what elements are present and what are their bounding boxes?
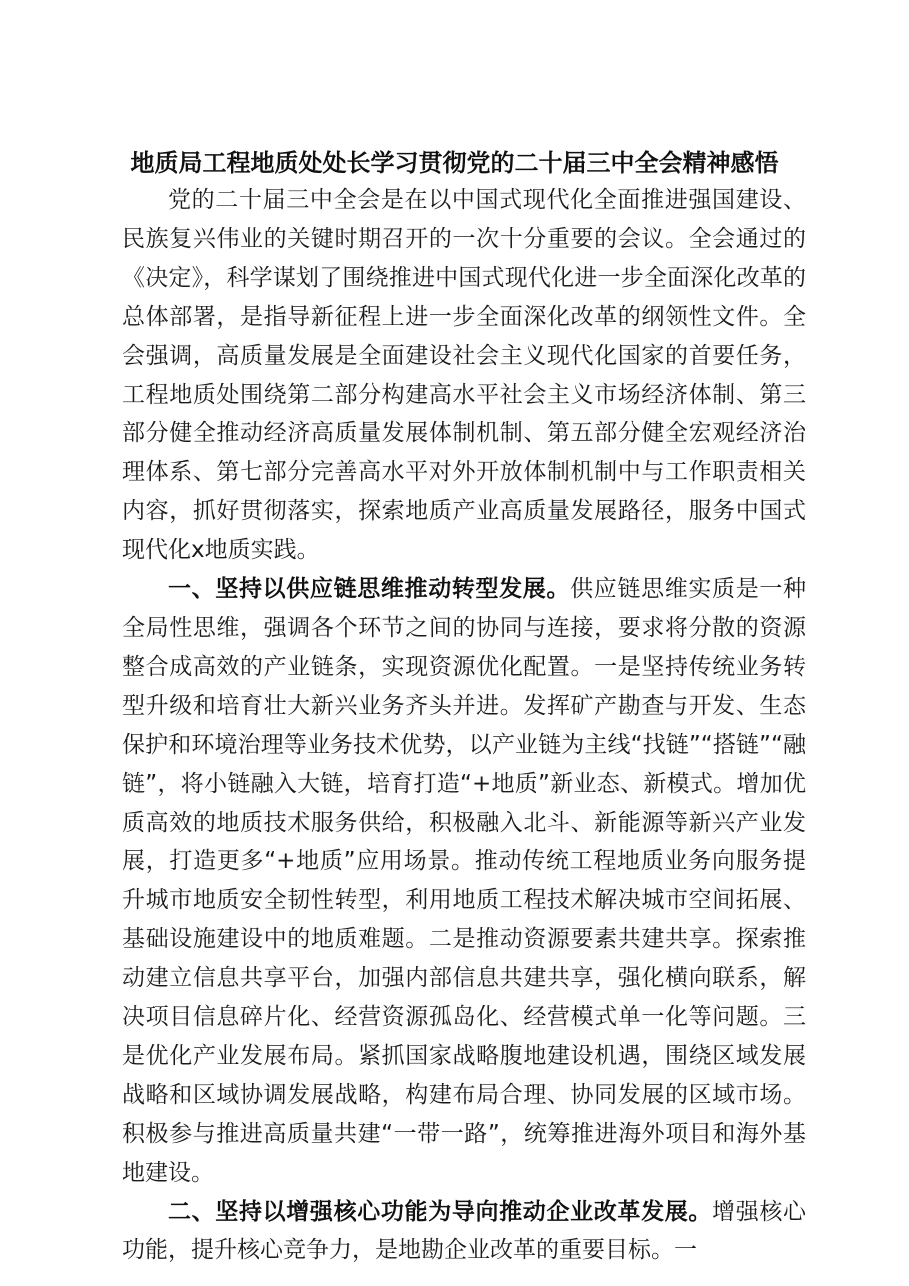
section-one-heading: 一、坚持以供应链思维推动转型发展。 [168, 576, 571, 603]
section-one-text: 供应链思维实质是一种全局性思维，强调各个环节之间的协同与连接，要求将分散的资源整合成高效的产业链条，实现资源优化配置。一是坚持传统业务转型升级和培育壮大新兴业务齐头并进。发挥矿产勘查与开发、生态保护和环境治理等业务技术优势，以产业链为主线“找链”“搭链”“融链”，将小链融入大链，培育打造“+地质”新业态、新模式。增加优质高效的地质技术服务供给，积极融入北斗、新能源等新兴产业发展，打造更多“+地质”应用场景。推动传统工程地质业务向服务提升城市地质安全韧性转型，利用地质工程技术解决城市空间拓展、基础设施建设中的地质难题。二是推动资源要素共建共享。探索推动建立信息共享平台，加强内部信息共建共享，强化横向联系，解决项目信息碎片化、经营资源孤岛化、经营模式单一化等问题。三是优化产业发展布局。紧抓国家战略腹地建设机遇，围绕区域发展战略和区域协调发展战略，构建布局合理、协同发展的区域市场。积极参与推进高质量共建“一带一路”，统筹推进海外项目和海外基地建设。 [122, 576, 807, 1186]
document-title: 地质局工程地质处处长学习贯彻党的二十届三中全会精神感悟 [130, 148, 779, 177]
section-two-heading: 二、坚持以增强核心功能为导向推动企业改革发展。 [168, 1198, 713, 1225]
paragraph-intro-text: 党的二十届三中全会是在以中国式现代化全面推进强国建设、民族复兴伟业的关键时期召开的一次十分重要的会议。全会通过的《决定》，科学谋划了围绕推进中国式现代化进一步全面深化改革的总体部署，是指导新征程上进一步全面深化改革的纲领性文件。全会强调，高质量发展是全面建设社会主义现代化国家的首要任务，工程地质处围绕第二部分构建高水平社会主义市场经济体制、第三部分健全推动经济高质量发展体制机制、第五部分健全宏观经济治理体系、第七部分完善高水平对外开放体制机制中与工作职责相关内容，抓好贯彻落实，探索地质产业高质量发展路径，服务中国式现代化x地质实践。 [122, 187, 806, 564]
document-body [122, 181, 806, 1270]
paragraph-section-two [122, 1193, 806, 1271]
section-two-text: 增强核心功能，提升核心竞争力，是地勘企业改革的重要目标。一 [122, 1198, 807, 1264]
paragraph-intro [122, 181, 806, 570]
paragraph-section-one [122, 570, 806, 1193]
